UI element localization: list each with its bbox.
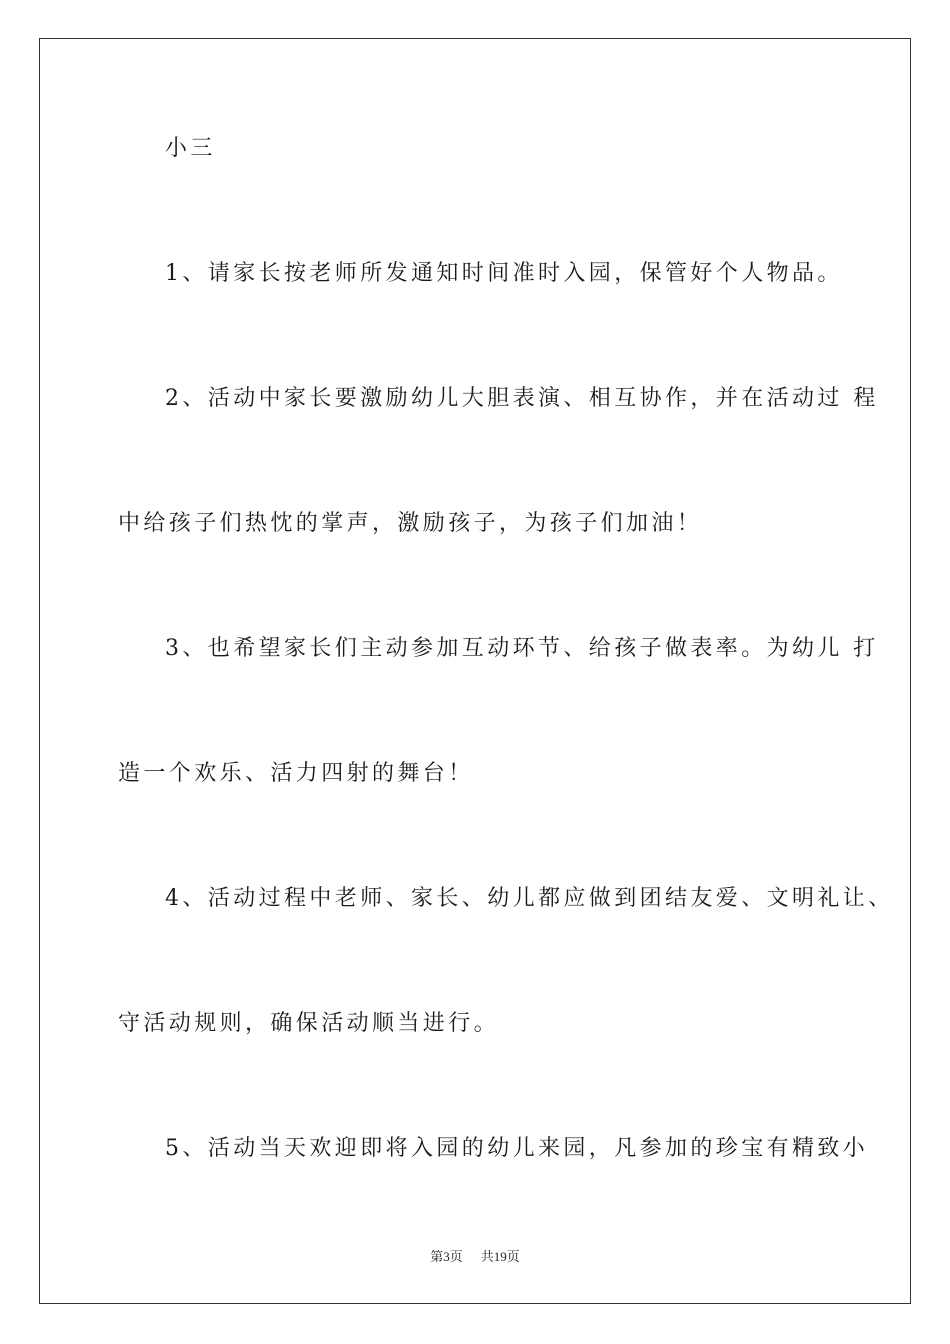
- text-line-item-3-cont: 造一个欢乐、活力四射的舞台！: [118, 761, 474, 786]
- text-line-item-2-cont: 中给孩子们热忱的掌声，激励孩子，为孩子们加油！: [118, 511, 703, 536]
- page-footer: [0, 1248, 950, 1266]
- page-border: [39, 38, 911, 1304]
- text-line-item-4: 4、活动过程中老师、家长、幼儿都应做到团结友爱、文明礼让、: [165, 886, 894, 911]
- text-line-heading: 小三: [165, 136, 216, 161]
- page-number: 第3页: [430, 1249, 463, 1264]
- text-line-item-4-cont: 守活动规则，确保活动顺当进行。: [118, 1011, 500, 1036]
- text-line-item-1: 1、请家长按老师所发通知时间准时入园，保管好个人物品。: [165, 261, 843, 286]
- text-line-item-2: 2、活动中家长要激励幼儿大胆表演、相互协作，并在活动过 程: [165, 386, 879, 411]
- page-total: 共19页: [480, 1249, 520, 1264]
- text-line-item-3: 3、也希望家长们主动参加互动环节、给孩子做表率。为幼儿 打: [165, 636, 879, 661]
- text-line-item-5: 5、活动当天欢迎即将入园的幼儿来园，凡参加的珍宝有精致小: [165, 1136, 869, 1161]
